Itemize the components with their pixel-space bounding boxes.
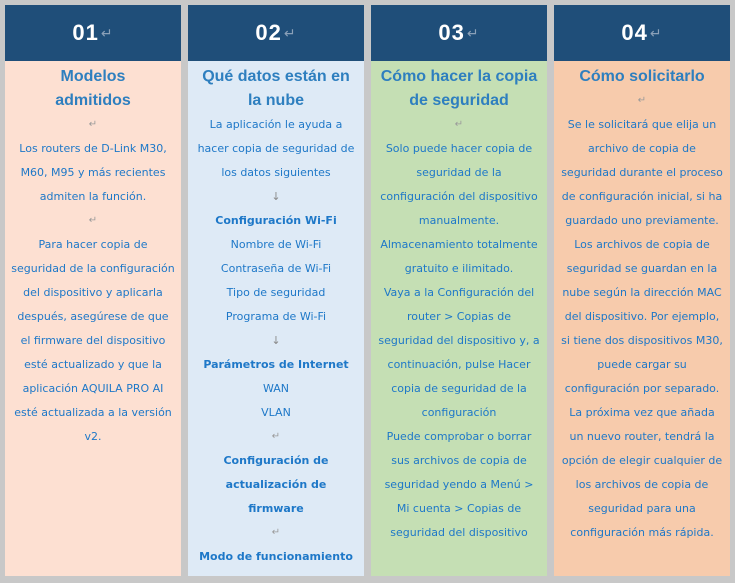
column-02 (188, 5, 364, 572)
column-04-header: 04 ↵ (554, 5, 730, 61)
column-04-number: 04 (621, 20, 648, 45)
column-01-paragraph: Los routers de D-Link M30, M60, M95 y más recientes admiten la función. (19, 142, 167, 203)
column-03-title: Cómo hacer la copia de seguridad (380, 68, 538, 109)
column-02-body: Qué datos están en la nube La aplicación le ayuda a hacer copia de seguridad de los datos siguientes ↓ Configuración Wi-Fi Nombre de Wi-Fi Contraseña de Wi-Fi Tipo de seguridad Programa de Wi-Fi ↓ Parámetros de Internet WAN VLAN ↵ Configuración de actualización de firmware ↵ Modo de funcionamiento (188, 61, 364, 576)
column-04 (554, 5, 730, 572)
column-02-header: 02 ↵ (188, 5, 364, 61)
column-01-title: Modelos admitidos (55, 68, 131, 109)
column-04-paragraph: La próxima vez que añada un nuevo router, tendrá la opción de elegir cualquier de los archivos de copia de seguridad para una configuración más rápida. (561, 406, 723, 539)
column-03-header: 03 ↵ (371, 5, 547, 61)
column-04-body: Cómo solicitarlo ↵ Se le solicitará que elija un archivo de copia de seguridad durante el proceso de configuración inicial, si ha guardado uno previamente. Los archivos de copia de seguridad se guardan en la nube según la dirección MAC del dispositivo. Por ejemplo, si tiene dos dispositivos M30, puede cargar su configuración por separado. La próxima vez que añada un nuevo router, tendrá la opción de elegir cualquier de los archivos de copia de seguridad para una configuración más rápida. (554, 61, 730, 576)
column-04-title: Cómo solicitarlo (579, 68, 705, 85)
column-03-paragraph: Solo puede hacer copia de seguridad de la configuración del dispositivo manualmente. Almacenamiento totalmente gratuito e ilimitado. (380, 142, 538, 275)
column-02-number: 02 (255, 20, 282, 45)
internet-params-item: WAN (262, 382, 290, 395)
wifi-config-item: Tipo de seguridad (226, 286, 326, 299)
down-arrow-icon: ↓ (271, 190, 281, 203)
internet-params-heading: Parámetros de Internet (203, 358, 349, 371)
down-arrow-icon: ↓ (271, 334, 281, 347)
wifi-config-item: Contraseña de Wi-Fi (220, 262, 332, 275)
column-02-intro: La aplicación le ayuda a hacer copia de seguridad de los datos siguientes (197, 118, 355, 179)
column-04-paragraph: Los archivos de copia de seguridad se guardan en la nube según la dirección MAC del dispositivo. Por ejemplo, si tiene dos dispositivos M30, puede cargar su configuración por separado. (561, 238, 723, 395)
column-03-paragraph: Puede comprobar o borrar sus archivos de copia de seguridad yendo a Menú > Mi cuenta > Copias de seguridad del dispositivo (384, 430, 534, 539)
column-03-number: 03 (438, 20, 465, 45)
wifi-config-item: Nombre de Wi-Fi (230, 238, 322, 251)
column-01-body: Modelos admitidos ↵ Los routers de D-Link M30, M60, M95 y más recientes admiten la función. ↵ Para hacer copia de seguridad de la configuración del dispositivo y aplicarla después, asegúrese de que el firmware del dispositivo esté actualizado y que la aplicación AQUILA PRO AI esté actualizada a la versión v2. (5, 61, 181, 576)
wifi-config-item: Programa de Wi-Fi (225, 310, 327, 323)
column-02-title: Qué datos están en la nube (202, 68, 350, 109)
wifi-config-heading: Configuración Wi-Fi (215, 214, 337, 227)
column-01-paragraph: Para hacer copia de seguridad de la configuración del dispositivo y aplicarla después, asegúrese de que el firmware del dispositivo esté actualizado y que la aplicación AQUILA PRO AI esté actualizada a la versión v2. (11, 238, 175, 443)
column-03-paragraph: Vaya a la Configuración del router > Copias de seguridad del dispositivo y, a continuación, pulse Hacer copia de seguridad de la configuración (378, 286, 540, 419)
firmware-heading: Configuración de actualización de firmware (223, 454, 329, 515)
column-04-paragraph: Se le solicitará que elija un archivo de copia de seguridad durante el proceso de configuración inicial, si ha guardado uno previamente. (561, 118, 723, 227)
column-03 (371, 5, 547, 572)
internet-params-item: VLAN (261, 406, 291, 419)
column-03-body: Cómo hacer la copia de seguridad ↵ Solo puede hacer copia de seguridad de la configuración del dispositivo manualmente. Almacenamiento totalmente gratuito e ilimitado. Vaya a la Configuración del router > Copias de seguridad del dispositivo y, a continuación, pulse Hacer copia de seguridad de la configuración Puede comprobar o borrar sus archivos de copia de seguridad yendo a Menú > Mi cuenta > Copias de seguridad del dispositivo (371, 61, 547, 576)
column-01 (5, 5, 181, 572)
mode-heading: Modo de funcionamiento (199, 550, 353, 563)
column-01-number: 01 (72, 20, 99, 45)
column-01-header: 01 ↵ (5, 5, 181, 61)
